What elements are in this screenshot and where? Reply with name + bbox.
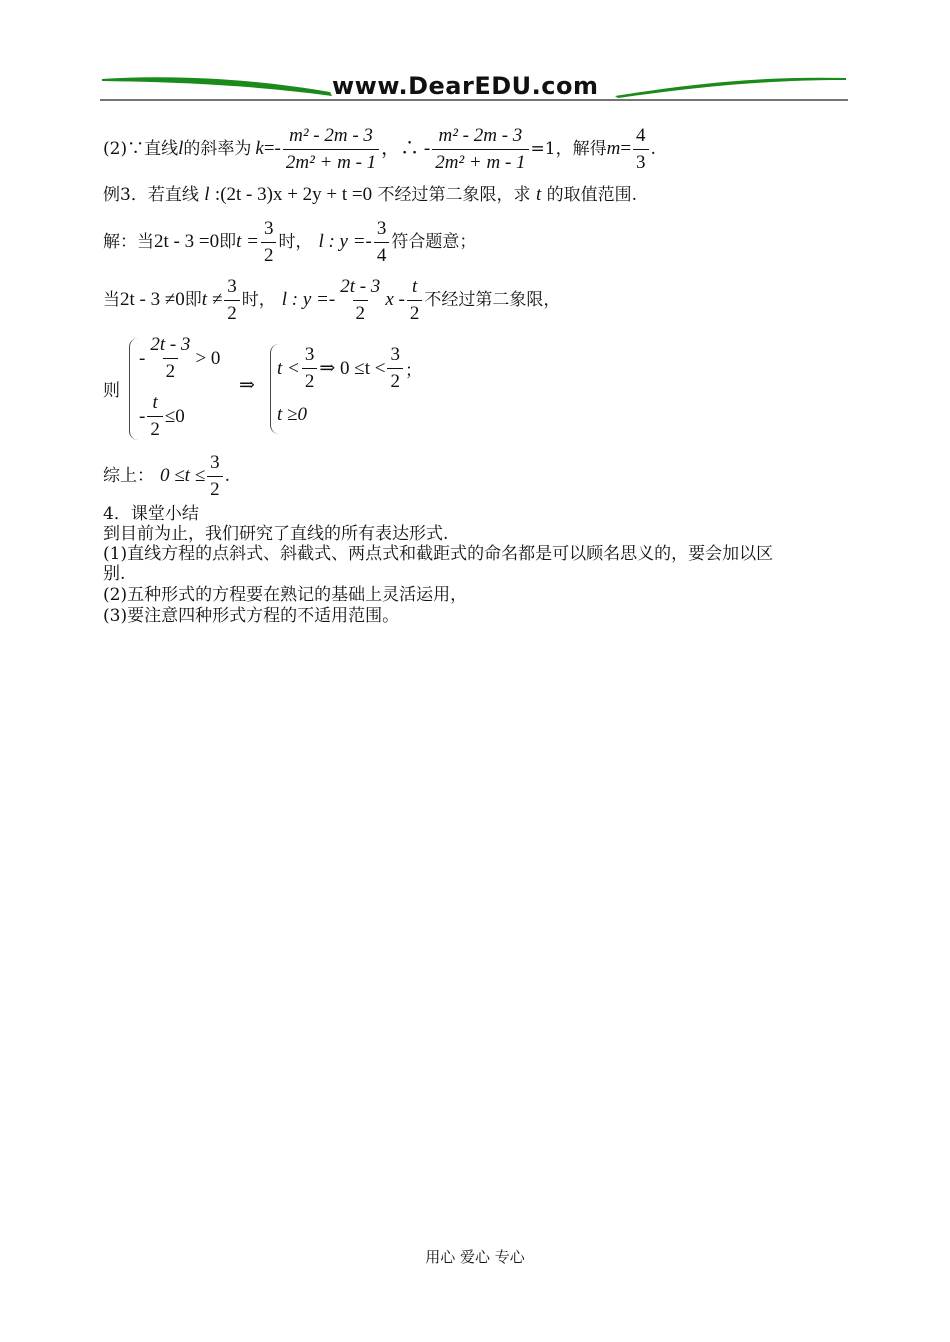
t-equals: t = bbox=[236, 231, 259, 252]
example3-text: 不经过第二象限，求 bbox=[377, 185, 531, 205]
intercept-fraction bbox=[407, 276, 423, 325]
frac-den: 2 bbox=[163, 358, 179, 383]
eq-minus: =- bbox=[263, 138, 281, 159]
t-less: t < bbox=[277, 357, 300, 379]
frac-den: 2 bbox=[207, 476, 223, 501]
frac-num: t bbox=[152, 392, 158, 413]
example3-label: 例3．若直线 bbox=[103, 185, 199, 205]
t-value-fraction bbox=[224, 276, 240, 325]
slope-fraction bbox=[337, 276, 383, 325]
frac-num: 3 bbox=[263, 217, 274, 239]
frac-num: 3 bbox=[376, 217, 387, 239]
time-text: 时， bbox=[241, 290, 276, 310]
frac-den: 2 bbox=[302, 368, 318, 393]
frac-num: 3 bbox=[390, 344, 400, 365]
condition-expr: 2t - 3 ≠0 bbox=[120, 289, 185, 310]
var-m: m bbox=[606, 138, 621, 159]
period: . bbox=[650, 139, 656, 159]
eq-sign: = bbox=[620, 138, 632, 159]
frac-den: 4 bbox=[374, 242, 390, 267]
summary-prefix: 综上： bbox=[103, 466, 154, 486]
sys2-fraction bbox=[302, 344, 318, 393]
slope-text: 的斜率为 bbox=[183, 139, 252, 159]
part2-prefix: (2)∵直线 bbox=[103, 139, 179, 159]
period: . bbox=[224, 466, 231, 486]
therefore-text: ，∴ - bbox=[381, 138, 431, 159]
sys1-fraction-b bbox=[147, 392, 163, 441]
slope-denominator-2: 2m² + m - 1 bbox=[432, 149, 528, 174]
slope-fraction bbox=[283, 125, 379, 174]
var-l: l bbox=[204, 184, 210, 205]
section-title: 4．课堂小结 bbox=[103, 504, 199, 524]
y-value-fraction bbox=[374, 218, 390, 267]
minus-sign: - bbox=[139, 405, 146, 427]
part2-line bbox=[103, 121, 656, 177]
site-logo-text[interactable]: www.DearEDU.com bbox=[332, 72, 599, 100]
conclusion-text: 符合题意； bbox=[391, 232, 477, 252]
var-l: l bbox=[178, 138, 184, 159]
conclusion-text: 不经过第二象限， bbox=[424, 290, 561, 310]
time-text: 时， bbox=[278, 232, 313, 252]
slope-numerator-2: m² - 2m - 3 bbox=[438, 124, 523, 146]
sys1-fraction-a bbox=[147, 334, 193, 383]
frac-num: 2t - 3 bbox=[340, 275, 381, 297]
ineq-rhs: ≤0 bbox=[164, 405, 185, 427]
line-expr: l : y =- bbox=[281, 289, 336, 310]
answer-fraction bbox=[633, 125, 649, 174]
implies-result: ⇒ 0 ≤t < bbox=[319, 358, 386, 379]
t-value-fraction bbox=[261, 218, 277, 267]
frac-num: 3 bbox=[227, 275, 237, 297]
implies-arrow-1: ⇒ bbox=[239, 375, 255, 396]
frac-den: 2 bbox=[353, 300, 369, 325]
slope-numerator: m² - 2m - 3 bbox=[289, 124, 373, 146]
paragraph-4: (3)要注意四种形式方程的不适用范围。 bbox=[103, 606, 400, 626]
brace-left-1 bbox=[129, 338, 138, 440]
paragraph-2b: 别. bbox=[103, 564, 126, 584]
frac-num: 2t - 3 bbox=[150, 334, 191, 355]
inequality-system bbox=[103, 334, 503, 444]
ie-text: 即 bbox=[184, 290, 202, 310]
line-expr: l : y =- bbox=[318, 231, 372, 252]
system1-row2 bbox=[139, 392, 185, 441]
frac-num: t bbox=[411, 275, 418, 297]
solve-text: =1，解得 bbox=[530, 139, 607, 159]
frac-num: 3 bbox=[304, 344, 315, 365]
frac-num: 3 bbox=[210, 451, 220, 473]
when-text: 当 bbox=[103, 290, 120, 310]
slope-fraction-2 bbox=[432, 125, 528, 174]
var-k: k bbox=[255, 138, 264, 159]
footer-text: 用心 爱心 专心 bbox=[425, 1248, 525, 1266]
t-neq: t ≠ bbox=[201, 289, 223, 310]
solution-line-2 bbox=[103, 274, 560, 326]
slope-denominator: 2m² + m - 1 bbox=[283, 149, 379, 174]
frac-den: 2 bbox=[261, 242, 277, 267]
result-fraction bbox=[387, 344, 403, 393]
summary-line bbox=[103, 450, 230, 502]
frac-den: 2 bbox=[387, 368, 403, 393]
example3-tail: 的取值范围. bbox=[546, 185, 638, 205]
ie-text: 即 bbox=[219, 232, 237, 252]
system1-row1 bbox=[139, 334, 220, 383]
summary-fraction bbox=[207, 452, 223, 501]
example3-line bbox=[103, 184, 637, 206]
header-banner bbox=[100, 70, 848, 104]
frac-den: 2 bbox=[224, 300, 240, 325]
semicolon: ； bbox=[404, 361, 422, 381]
paragraph-1: 到目前为止，我们研究了直线的所有表达形式. bbox=[103, 524, 449, 544]
ineq-rhs: > 0 bbox=[195, 347, 221, 369]
answer-numerator: 4 bbox=[636, 124, 646, 146]
paragraph-3: (2)五种形式的方程要在熟记的基础上灵活运用， bbox=[103, 585, 468, 605]
system2-row1 bbox=[277, 344, 422, 393]
solution-line-1 bbox=[103, 216, 476, 268]
summary-expr: 0 ≤t ≤ bbox=[160, 465, 206, 486]
solution-prefix: 解：当 bbox=[103, 232, 154, 252]
x-term: x - bbox=[385, 289, 405, 310]
frac-den: 2 bbox=[147, 416, 163, 441]
paragraph-2a: (1)直线方程的点斜式、斜截式、两点式和截距式的命名都是可以顾名思义的，要会加以区 bbox=[103, 544, 774, 564]
then-text: 则 bbox=[103, 381, 120, 401]
condition-expr: 2t - 3 =0 bbox=[154, 231, 220, 252]
frac-den: 2 bbox=[407, 300, 423, 325]
line-equation: :(2t - 3)x + 2y + t =0 bbox=[214, 184, 373, 205]
minus-sign: - bbox=[139, 347, 146, 369]
answer-denominator: 3 bbox=[633, 149, 649, 174]
var-t: t bbox=[535, 184, 542, 205]
system2-row2: t ≥0 bbox=[277, 404, 307, 425]
